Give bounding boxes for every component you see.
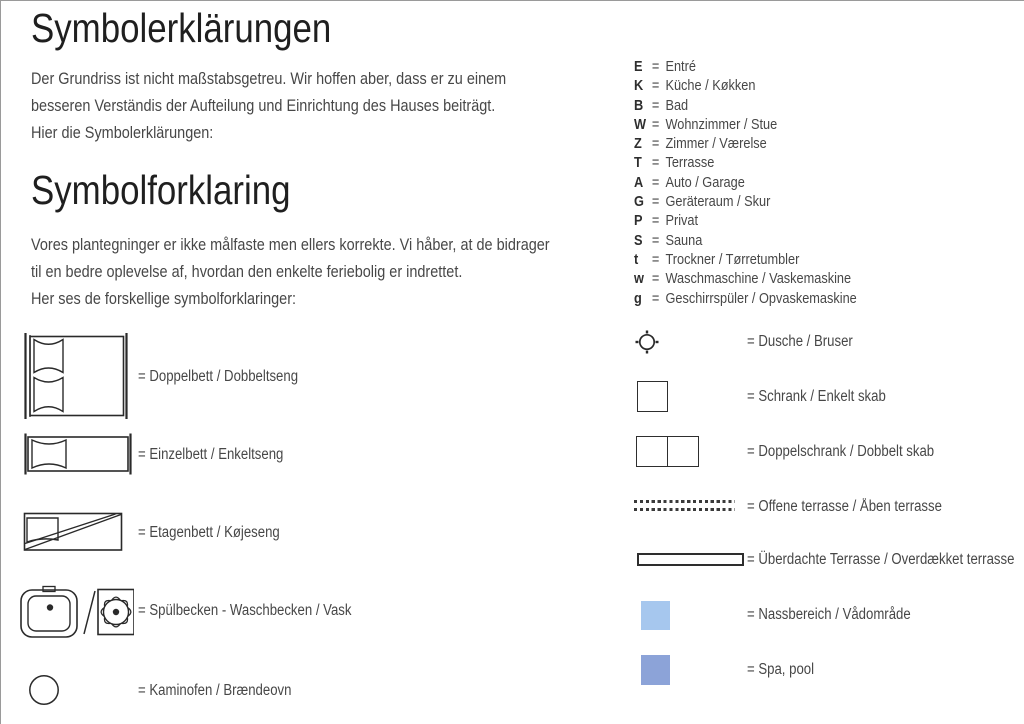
- single-wardrobe-label: = Schrank / Enkelt skab: [747, 388, 886, 405]
- abbr-row-w: W = Wohnzimmer / Stue: [634, 115, 778, 133]
- bunk-bed-icon: [23, 509, 125, 553]
- abbr-row-z: Z = Zimmer / Værelse: [634, 135, 767, 153]
- abbr-letter: K: [634, 77, 644, 95]
- dotted-line: [634, 500, 735, 503]
- dotted-line: [634, 508, 735, 511]
- abbr-letter: S: [634, 231, 643, 249]
- abbr-row-t: T = Terrasse: [634, 154, 715, 172]
- open-terrace-label: = Offene terrasse / Åben terrasse: [747, 498, 942, 515]
- wet-area-swatch: [641, 601, 670, 630]
- double-bed-label: = Doppelbett / Dobbeltseng: [138, 368, 299, 385]
- abbr-value: Geräteraum / Skur: [665, 193, 771, 211]
- abbr-value: Küche / Køkken: [665, 77, 756, 95]
- abbr-value: Auto / Garage: [665, 173, 745, 191]
- intro-danish-line-3: Her ses de forskellige symbolforklaringer:: [31, 289, 297, 308]
- sink-icon: [19, 584, 134, 640]
- intro-german-line-2: besseren Verständis der Aufteilung und Einrichtung des Hauses beiträgt.: [31, 96, 496, 115]
- abbr-letter: P: [634, 212, 643, 230]
- intro-german-line-3: Hier die Symbolerklärungen:: [31, 123, 214, 142]
- shower-icon: [633, 328, 661, 356]
- wood-stove-label: = Kaminofen / Brændeovn: [138, 682, 292, 699]
- abbr-row-a: A = Auto / Garage: [634, 173, 745, 191]
- abbr-letter: T: [634, 154, 642, 172]
- covered-terrace-label: = Überdachte Terrasse / Overdækket terrasse: [747, 551, 1015, 568]
- wardrobe-cell: [667, 436, 699, 467]
- abbr-letter: w: [634, 270, 644, 288]
- abbr-value: Trockner / Tørretumbler: [665, 250, 800, 268]
- abbr-letter: A: [634, 173, 644, 191]
- abbr-row-e: E = Entré: [634, 58, 696, 75]
- abbr-row-b: B = Bad: [634, 96, 689, 114]
- abbr-letter: g: [634, 289, 642, 307]
- wardrobe-cell: [636, 436, 668, 467]
- abbr-letter: W: [634, 115, 647, 133]
- wet-area-label: = Nassbereich / Vådområde: [747, 606, 911, 623]
- double-wardrobe-icon: [636, 436, 699, 467]
- heading-german: Symbolerklärungen: [31, 5, 332, 51]
- intro-danish: [31, 231, 641, 312]
- abbr-value: Sauna: [665, 231, 703, 249]
- abbr-letter: E: [634, 58, 643, 75]
- single-wardrobe-icon: [637, 381, 668, 412]
- double-wardrobe-label: = Doppelschrank / Dobbelt skab: [747, 443, 935, 460]
- double-bed-icon: [23, 333, 129, 419]
- intro-german-line-1: Der Grundriss ist nicht maßstabsgetreu. Wir hoffen aber, dass er zu einem: [31, 69, 507, 88]
- abbr-value: Waschmaschine / Vaskemaskine: [665, 270, 852, 288]
- abbr-value: Entré: [665, 58, 696, 75]
- abbr-value: Terrasse: [665, 154, 715, 172]
- abbr-value: Wohnzimmer / Stue: [665, 115, 778, 133]
- heading-danish: Symbolforklaring: [31, 167, 291, 213]
- intro-german: [31, 65, 590, 146]
- abbr-row-waschmaschine: w = Waschmaschine / Vaskemaskine: [634, 270, 852, 288]
- sink-label: = Spülbecken - Waschbecken / Vask: [138, 602, 352, 619]
- single-bed-label: = Einzelbett / Enkeltseng: [138, 446, 284, 463]
- abbr-letter: G: [634, 193, 644, 211]
- shower-label: = Dusche / Bruser: [747, 333, 853, 350]
- spa-pool-label: = Spa, pool: [747, 661, 815, 678]
- single-bed-icon: [23, 433, 133, 475]
- abbr-row-trockner: t = Trockner / Tørretumbler: [634, 250, 800, 268]
- wood-stove-icon: [28, 674, 60, 706]
- spa-pool-swatch: [641, 655, 670, 685]
- covered-terrace-icon: [637, 553, 744, 566]
- abbr-row-geschirrspueler: g = Geschirrspüler / Opvaskemaskine: [634, 289, 857, 307]
- abbreviation-list: [634, 57, 857, 308]
- abbr-letter: Z: [634, 135, 642, 153]
- abbr-letter: t: [634, 250, 639, 268]
- abbr-value: Zimmer / Værelse: [665, 135, 767, 153]
- intro-danish-line-2: til en bedre oplevelse af, hvordan den enkelte feriebolig er indrettet.: [31, 262, 463, 281]
- open-terrace-icon: [634, 500, 735, 511]
- abbr-value: Privat: [665, 212, 699, 230]
- bunk-bed-label: = Etagenbett / Køjeseng: [138, 524, 280, 541]
- abbr-value: Geschirrspüler / Opvaskemaskine: [665, 289, 857, 307]
- abbr-row-s: S = Sauna: [634, 231, 703, 249]
- abbr-row-p: P = Privat: [634, 212, 699, 230]
- abbr-row-g: G = Geräteraum / Skur: [634, 193, 771, 211]
- intro-danish-line-1: Vores plantegninger er ikke målfaste men ellers korrekte. Vi håber, at de bidrager: [31, 235, 550, 254]
- abbr-value: Bad: [665, 96, 689, 114]
- abbr-row-k: K = Küche / Køkken: [634, 77, 756, 95]
- abbr-letter: B: [634, 96, 644, 114]
